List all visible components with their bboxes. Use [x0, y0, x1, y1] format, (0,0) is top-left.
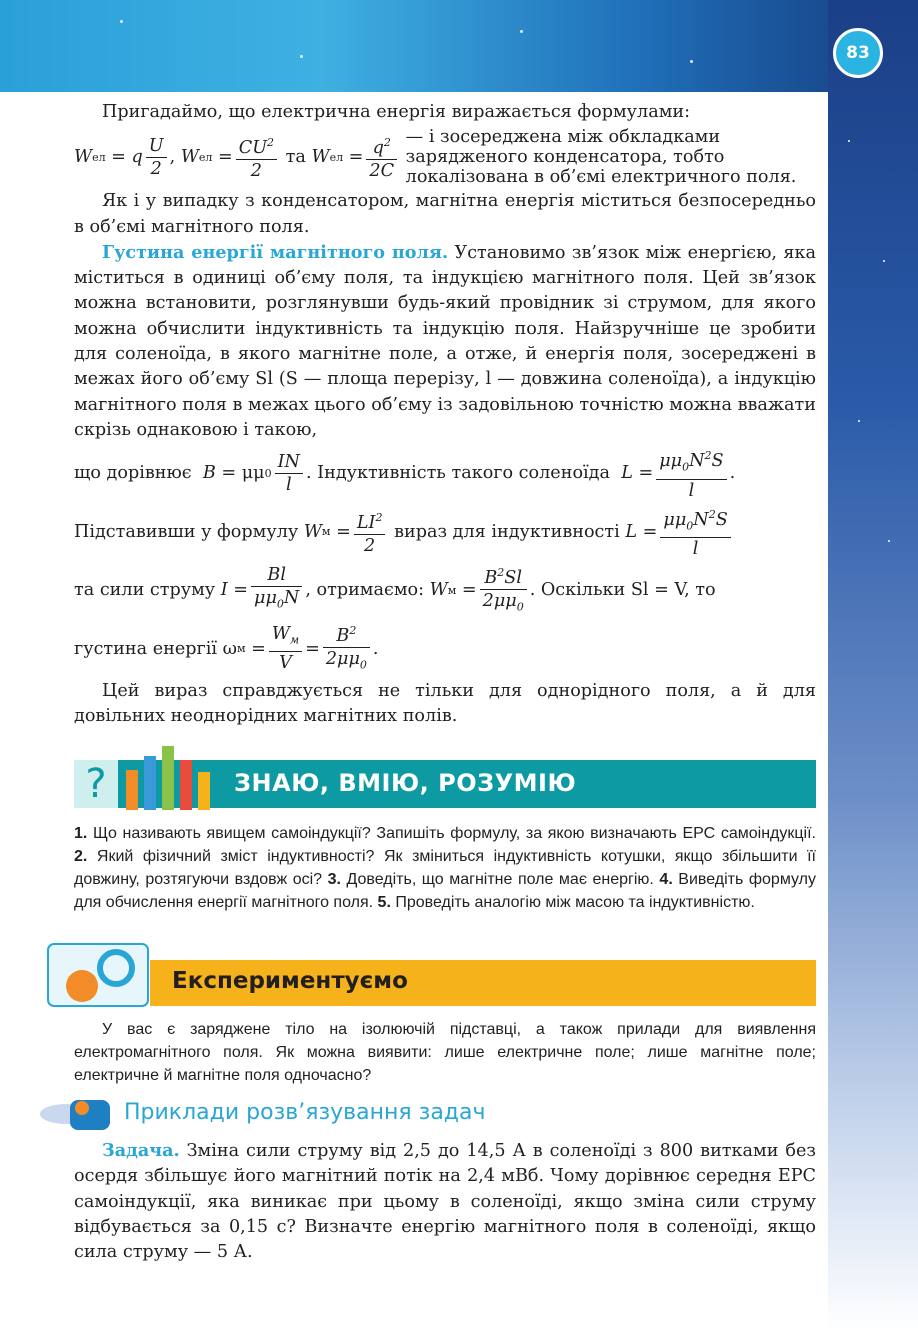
section-header-experiment — [150, 960, 816, 1006]
paragraph-conclusion: Цей вираз справджується не тільки для однорідного поля, а й для довільних неоднорідних магнітних полів. — [74, 680, 816, 727]
section-title: Експериментуємо — [172, 968, 408, 994]
section-title-examples: Приклади розв’язування задач — [124, 1100, 486, 1125]
formula-line-density: густина енергії ω м = $\frac{W_м}{V}$ = $\frac{B^2}{2\mu\mu_0}$ . — [74, 620, 816, 676]
questions-list: 1. Що називають явищем самоіндукції? Запишіть формулу, за якою визначають ЕРС самоіндукції. 2. Який фізичний зміст індуктивності? Як зміниться індуктивність котушки, якщо збільшити її довжину, розтягуючи вздовж осі? 3. Доведіть, що магнітне поле має енергію. 4. Виведіть формулу для обчислення енергії магнітного поля. 5. Проведіть аналогію між масою та індуктивністю. — [74, 825, 817, 911]
lab-equipment-icon — [44, 940, 154, 1010]
decor-star — [858, 420, 860, 422]
examples-logo-icon — [36, 1094, 114, 1134]
decor-star — [120, 20, 123, 23]
fraction: $\frac{CU^2}{2}$ — [236, 132, 277, 182]
formula-line-energy: W ел = q $\frac{U}{2}$ , W ел = $\frac{CU^2}{2}$ та W ел = $\frac{q^2}{2C}$ — і зосереджена між обкладками зарядженого конденсатора, тобто локалізована в об’ємі електричного поля. — [74, 127, 816, 187]
fraction: $\frac{W_м}{V}$ — [269, 623, 302, 675]
paragraph-intro: Пригадаймо, що електрична енергія виражається формулами: — [102, 102, 691, 122]
decor-star — [690, 60, 693, 63]
decor-star — [883, 260, 885, 262]
side-band — [828, 0, 918, 1332]
fraction: $\frac{\mu\mu_0N^2S}{l}$ — [660, 504, 730, 560]
paragraph: Як і у випадку з конденсатором, магнітна енергія міститься безпосередньо в об’ємі магнітного поля. — [74, 191, 816, 237]
paragraph-text: — і зосереджена між обкладками зарядженого конденсатора, тобто локалізована в об’ємі електричного поля. — [405, 127, 797, 188]
hands-raised-icon — [120, 738, 216, 810]
decor-star — [520, 30, 523, 33]
section-title: ЗНАЮ, ВМІЮ, РОЗУМІЮ — [234, 769, 577, 797]
header-band — [0, 0, 918, 92]
fraction: $\frac{\mu\mu_0N^2S}{l}$ — [656, 445, 726, 501]
task-text: Задача. Зміна сили струму від 2,5 до 14,5 А в соленоїді з 800 витками без осердя збільшує його магнітний потік на 2,4 мВб. Чому дорівнює середня ЕРС самоіндукції, яка виникає при цьому в соленоїді, якщо зміна сили струму відбувається за 0,15 с? Визначте енергію магнітного поля в соленоїді, якщо сила струму — 5 А. — [74, 1140, 816, 1263]
decor-star — [848, 140, 850, 142]
formula-line-induction: що дорівнює B = μμ 0 $\frac{IN}{l}$ . Індуктивність такого соленоїда L = $\frac{\mu\mu_0N^2S}{l}$ . — [74, 445, 816, 501]
fraction: $\frac{q^2}{2C}$ — [366, 132, 397, 182]
fraction: $\frac{IN}{l}$ — [275, 451, 303, 496]
fraction: $\frac{Bl}{\mu\mu_0N}$ — [251, 564, 302, 616]
fraction: $\frac{LI^2}{2}$ — [354, 507, 386, 557]
question-mark-icon: ? — [74, 760, 118, 808]
fraction: $\frac{B^2}{2\mu\mu_0}$ — [323, 620, 370, 676]
formula-line-current: та сили струму I = $\frac{Bl}{\mu\mu_0N}$ , отримаємо: W м = $\frac{B^2Sl}{2\mu\mu_0}$ . Оскільки Sl = V, то — [74, 562, 816, 618]
task — [74, 1138, 816, 1265]
experiment-text: У вас є заряджене тіло на ізолюючій підставці, а також прилади для виявлення електромагнітного поля. Як можна виявити: лише електричне поле; лише магнітне поле; електричне й магнітне поля одночасно? — [74, 1021, 816, 1084]
main-text — [74, 100, 816, 729]
paragraph-density: Густина енергії магнітного поля. Установимо зв’язок між енергією, яка міститься в одиниці об’єму поля, та індукцією магнітного поля. Цей зв’язок можна встановити, розглянувши будь-який провідник зі струмом, для якого можна обчислити індуктивність та індукцію поля. Найзручніше це зробити для соленоїда, в якого магнітне поле, а отже, й енергія поля, зосереджені в межах його об’єму Sl (S — площа перерізу, l — довжина соленоїда), а індукцію магнітного поля в межах цього об’єму із задовільною точністю можна вважати скрізь однаковою і такою, — [74, 241, 816, 440]
page-number: 83 — [833, 28, 883, 78]
decor-star — [300, 55, 303, 58]
formula-line-substitute: Підставивши у формулу W м = $\frac{LI^2}{2}$ вираз для індуктивності L = $\frac{\mu\mu_0N^2S}{l}$ — [74, 504, 816, 560]
decor-star — [888, 540, 890, 542]
fraction: $\frac{U}{2}$ — [146, 135, 167, 180]
fraction: $\frac{B^2Sl}{2\mu\mu_0}$ — [480, 562, 527, 618]
